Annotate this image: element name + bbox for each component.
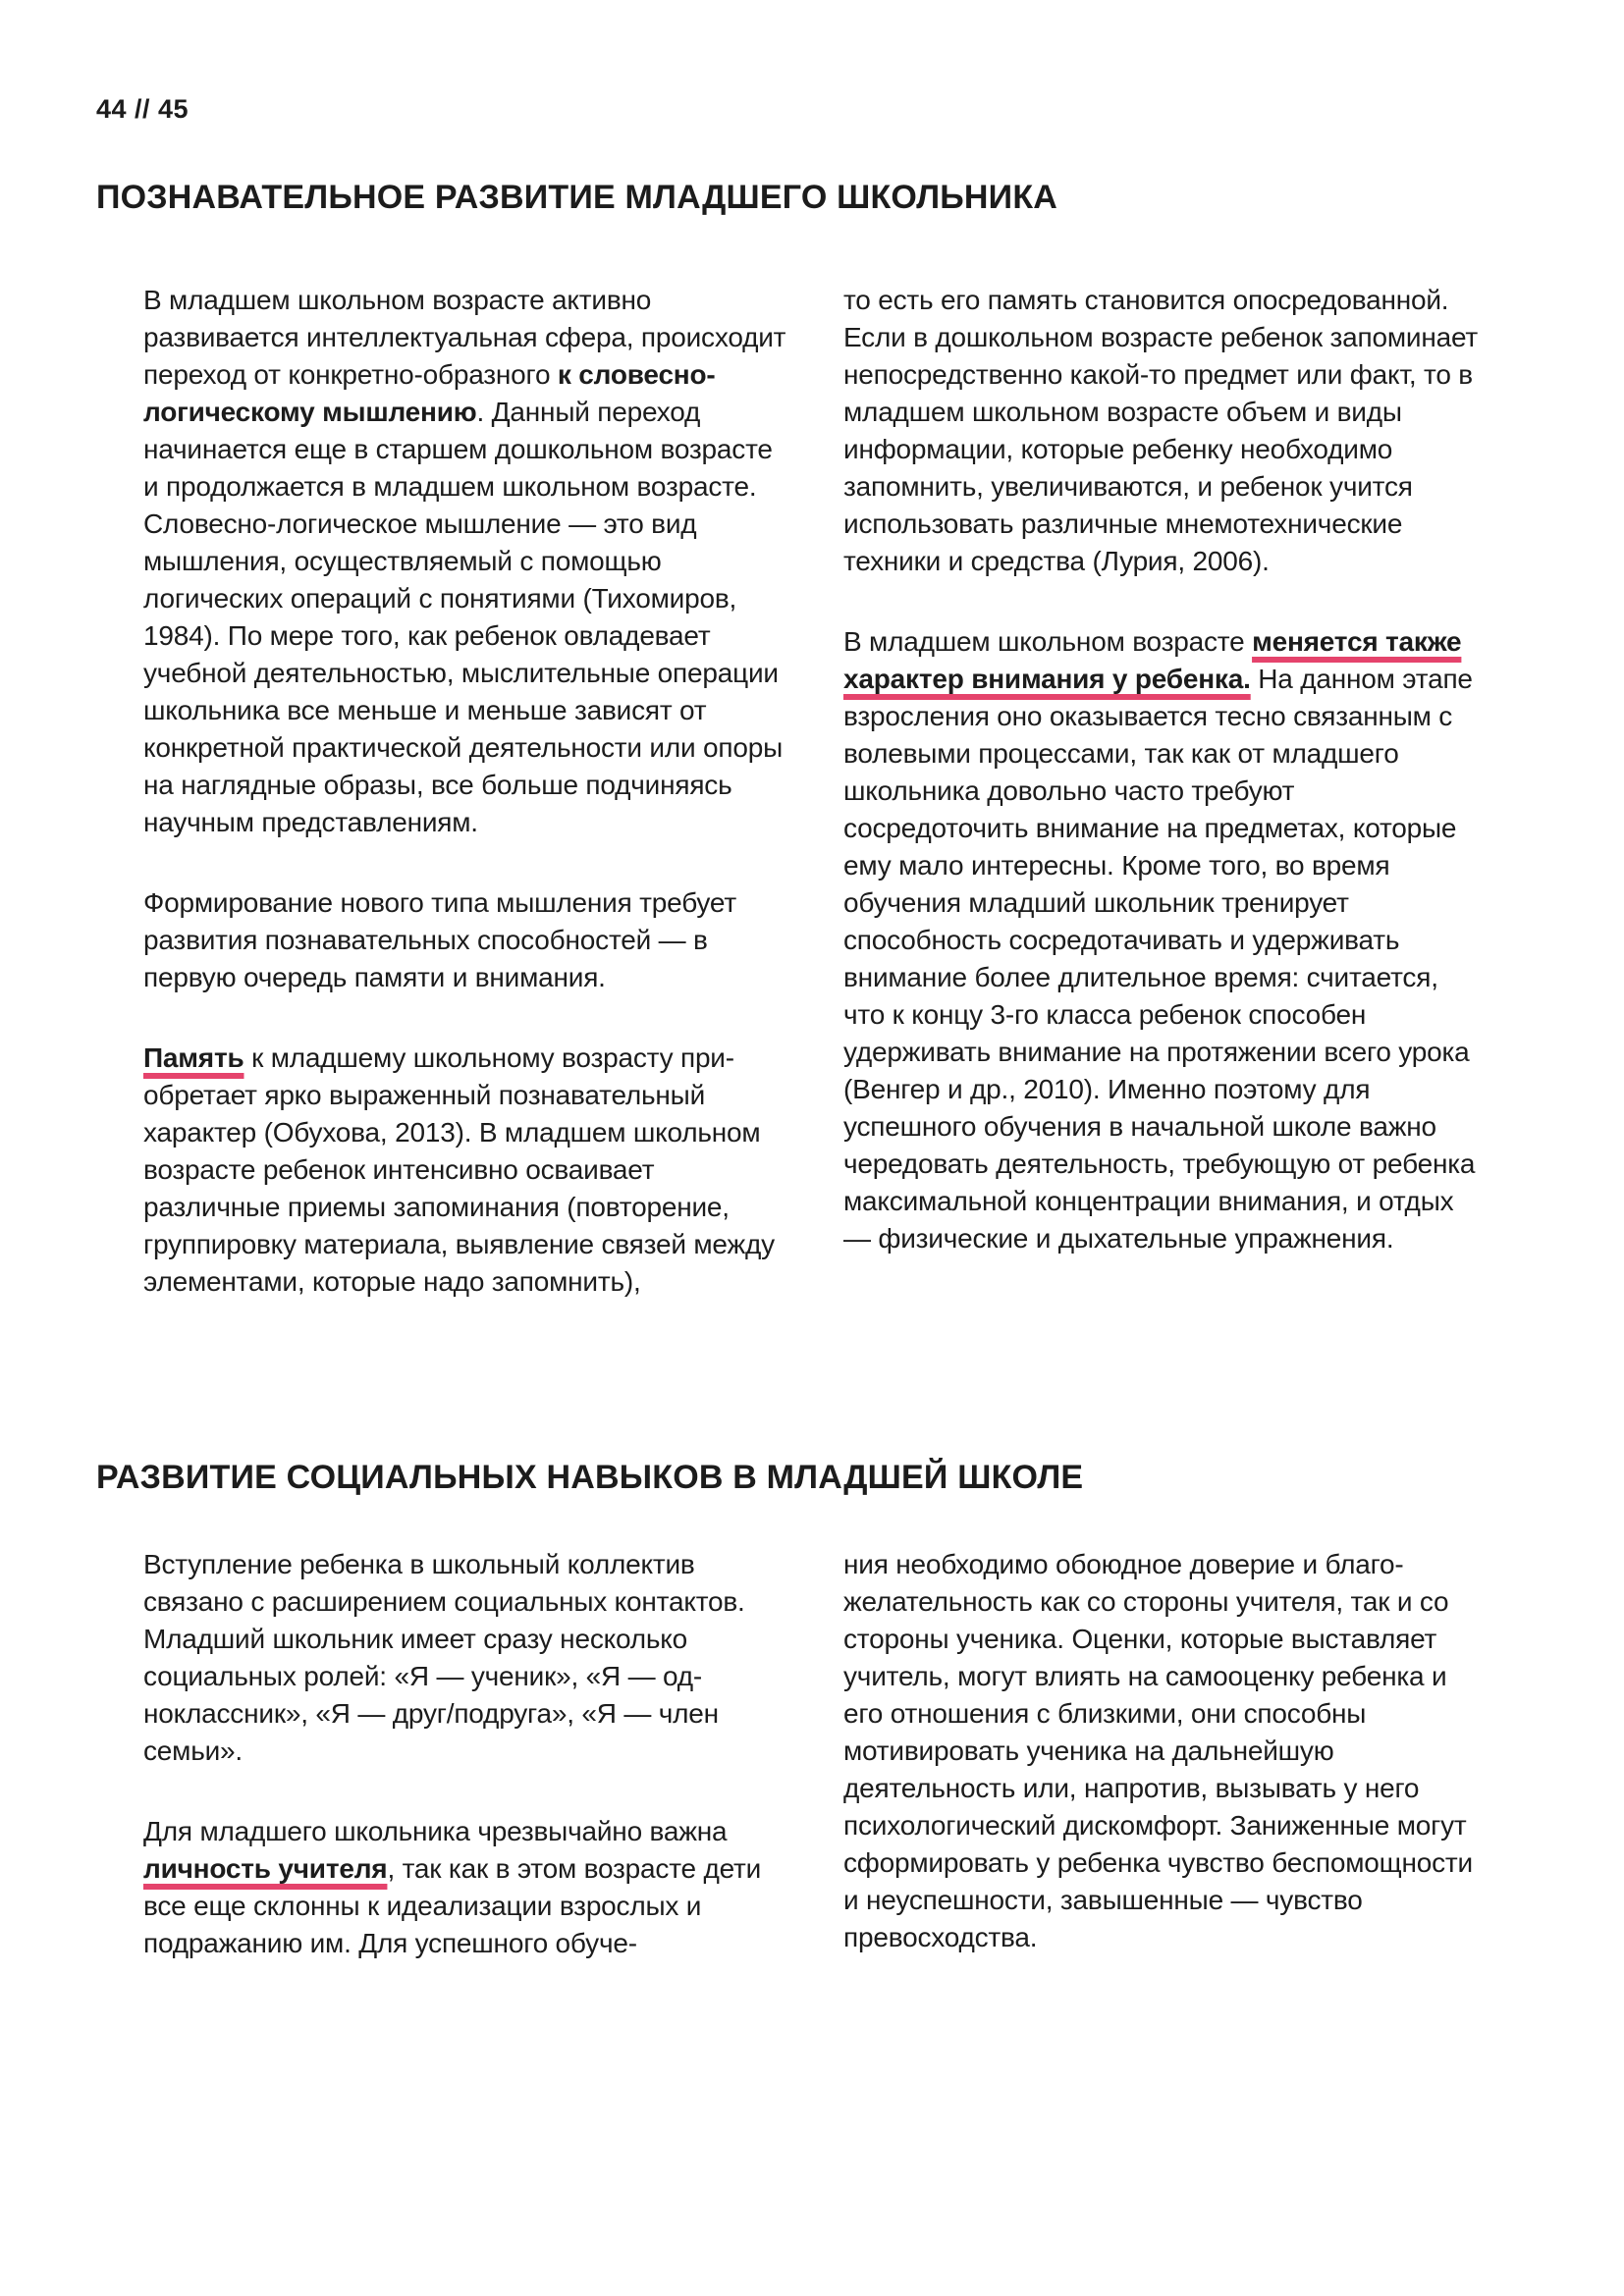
paragraph <box>143 1813 786 1962</box>
column-left <box>143 1546 786 1962</box>
text-run: , так как в этом возрасте дети все еще склонны к идеализации взрослых и подражанию им. Для успешного обуче- <box>143 1853 762 1958</box>
columns-cognitive-development <box>143 282 1487 1301</box>
paragraph <box>843 282 1487 580</box>
paragraph <box>843 623 1487 1257</box>
columns-social-skills <box>143 1546 1487 1962</box>
highlighted-text: Память <box>143 1042 244 1073</box>
text-run: В младшем школьном возрасте активно развивается интеллектуальная сфера, происходит переход от конкретно-образного <box>143 285 786 390</box>
text-run: ния необходимо обоюдное доверие и благожелательность как со стороны учителя, так и со стороны ученика. Оценки, которые выставляет учитель, могут влиять на самооценку ребенка и его отношения с близкими, они способны мотивировать ученика на дальнейшую деятельность или, напротив, вызывать у него психологический дискомфорт. Заниженные могут сформировать у ребенка чувство беспомощности и неуспешности, завышенные — чувство превосходства. <box>843 1549 1473 1952</box>
text-run: то есть его память становится опосредованной. Если в дошкольном возрасте ребенок запоминает непосредственно какой-то предмет или факт, то в младшем школьном возрасте объем и виды информации, которые ребенку необходимо запомнить, увеличиваются, и ребенок учится использовать различные мнемотехнические техники и средства (Лурия, 2006). <box>843 285 1479 576</box>
page-number: 44 // 45 <box>96 94 189 124</box>
paragraph <box>843 1546 1487 1956</box>
column-right <box>843 282 1487 1301</box>
highlighted-text: меняется также характер внимания у ребенка. <box>843 626 1462 694</box>
text-run: Для младшего школьника чрезвычайно важна <box>143 1816 728 1846</box>
paragraph <box>143 1040 786 1301</box>
column-left <box>143 282 786 1301</box>
paragraph <box>143 884 786 996</box>
section-heading-social-skills: РАЗВИТИЕ СОЦИАЛЬНЫХ НАВЫКОВ В МЛАДШЕЙ ШКОЛЕ <box>96 1459 1084 1496</box>
text-run: . Данный переход начинается еще в старшем дошкольном возрасте и продолжается в младшем школьном возрасте. Словесно-логическое мышление — это вид мышления, осуществляемый с помощью логических операций с понятиями (Тихомиров, 1984). По мере того, как ребенок овладевает учебной деятельностью, мыслительные операции школьника все меньше и меньше зависят от конкретной практической деятельности или опоры на наглядные образы, все больше подчиняясь научным представлениям. <box>143 397 784 837</box>
text-run: В младшем школьном возрасте <box>843 626 1253 657</box>
paragraph <box>143 1546 786 1770</box>
text-run: На данном этапе взросления оно оказывается тесно связанным с волевыми процессами, так как от младшего школьника довольно часто требуют сосредоточить внимание на предметах, которые ему мало интересны. Кроме того, во время обучения младший школьник тренирует способность сосредотачивать и удерживать внимание более длительное время: считается, что к концу 3-го класса ребенок способен удерживать внимание на протяжении всего урока (Венгер и др., 2010). Именно поэтому для успешного обучения в начальной школе важно чередовать деятельность, требующую от ребенка максимальной концентрации внимания, и отдых — физические и дыхательные упражнения. <box>843 664 1476 1254</box>
text-run: к младшему школьному возрасту приобретает ярко выраженный познавательный характер (Обухова, 2013). В младшем школьном возрасте ребенок интенсивно осваивает различные приемы запоминания (повторение, группировку материала, выявление связей между элементами, которые надо запомнить), <box>143 1042 775 1297</box>
section-heading-cognitive-development: ПОЗНАВАТЕЛЬНОЕ РАЗВИТИЕ МЛАДШЕГО ШКОЛЬНИКА <box>96 179 1058 216</box>
text-run: Формирование нового типа мышления требует развития познавательных способностей — в первую очередь памяти и внимания. <box>143 887 736 992</box>
text-run: Вступление ребенка в школьный коллектив связано с расширением социальных контактов. Младший школьник имеет сразу несколько социальных ролей: «Я — ученик», «Я — одноклассник», «Я — друг/подруга», «Я — член семьи». <box>143 1549 745 1766</box>
column-right <box>843 1546 1487 1962</box>
paragraph <box>143 282 786 841</box>
bold-text: к словесно-логическому мышлению <box>143 359 716 427</box>
highlighted-text: личность учителя <box>143 1853 388 1884</box>
